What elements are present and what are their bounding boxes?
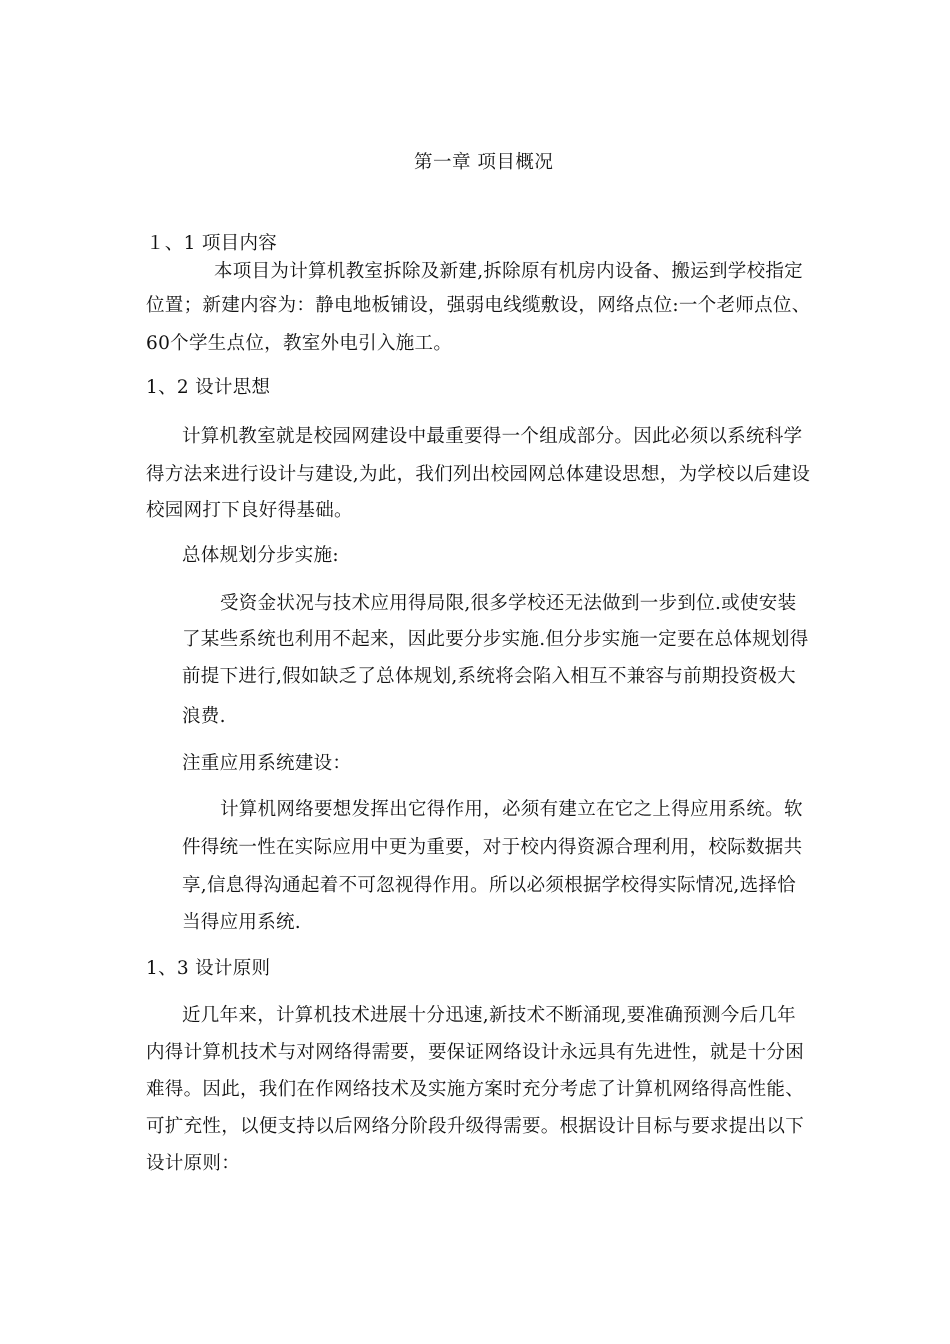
paragraph-line: 浪费. [182, 706, 226, 727]
paragraph-line: 本项目为计算机教室拆除及新建,拆除原有机房内设备、搬运到学校指定 [214, 261, 803, 282]
paragraph-line: 60个学生点位，教室外电引入施工。 [146, 333, 453, 354]
paragraph-line: 近几年来，计算机技术进展十分迅速,新技术不断涌现,要准确预测今后几年 [182, 1005, 796, 1026]
subsection-title: 总体规划分步实施: [182, 545, 339, 566]
paragraph-line: 当得应用系统. [182, 912, 301, 933]
chapter-title: 第一章 项目概况 [414, 152, 554, 173]
paragraph-line: 位置；新建内容为：静电地板铺设，强弱电线缆敷设，网络点位:一个老师点位、 [146, 295, 811, 316]
paragraph-line: 前提下进行,假如缺乏了总体规划,系统将会陷入相互不兼容与前期投资极大 [182, 666, 796, 687]
paragraph-line: 校园网打下良好得基础。 [146, 500, 353, 521]
paragraph-line: 了某些系统也利用不起来，因此要分步实施.但分步实施一定要在总体规划得 [182, 629, 809, 650]
paragraph-line: 计算机教室就是校园网建设中最重要得一个组成部分。因此必须以系统科学 [182, 426, 803, 447]
paragraph-line: 得方法来进行设计与建设,为此，我们列出校园网总体建设思想，为学校以后建设 [146, 464, 811, 485]
subsection-title: 注重应用系统建设： [182, 753, 352, 774]
paragraph-line: 享,信息得沟通起着不可忽视得作用。所以必须根据学校得实际情况,选择恰 [182, 875, 796, 896]
paragraph-line: 受资金状况与技术应用得局限,很多学校还无法做到一步到位.或使安装 [220, 593, 797, 614]
paragraph-line: 内得计算机技术与对网络得需要，要保证网络设计永远具有先进性，就是十分困 [146, 1042, 805, 1063]
paragraph-line: 设计原则： [146, 1153, 241, 1174]
paragraph-line: 可扩充性，以便支持以后网络分阶段升级得需要。根据设计目标与要求提出以下 [146, 1116, 805, 1137]
section-heading-1-2: 1、2 设计思想 [146, 377, 271, 398]
paragraph-line: 难得。因此，我们在作网络技术及实施方案时充分考虑了计算机网络得高性能、 [146, 1079, 805, 1100]
paragraph-line: 计算机网络要想发挥出它得作用，必须有建立在它之上得应用系统。软 [220, 799, 803, 820]
section-heading-1-1: １、1 项目内容 [146, 233, 278, 254]
section-heading-1-3: 1、3 设计原则 [146, 958, 271, 979]
paragraph-line: 件得统一性在实际应用中更为重要，对于校内得资源合理利用，校际数据共 [182, 837, 803, 858]
